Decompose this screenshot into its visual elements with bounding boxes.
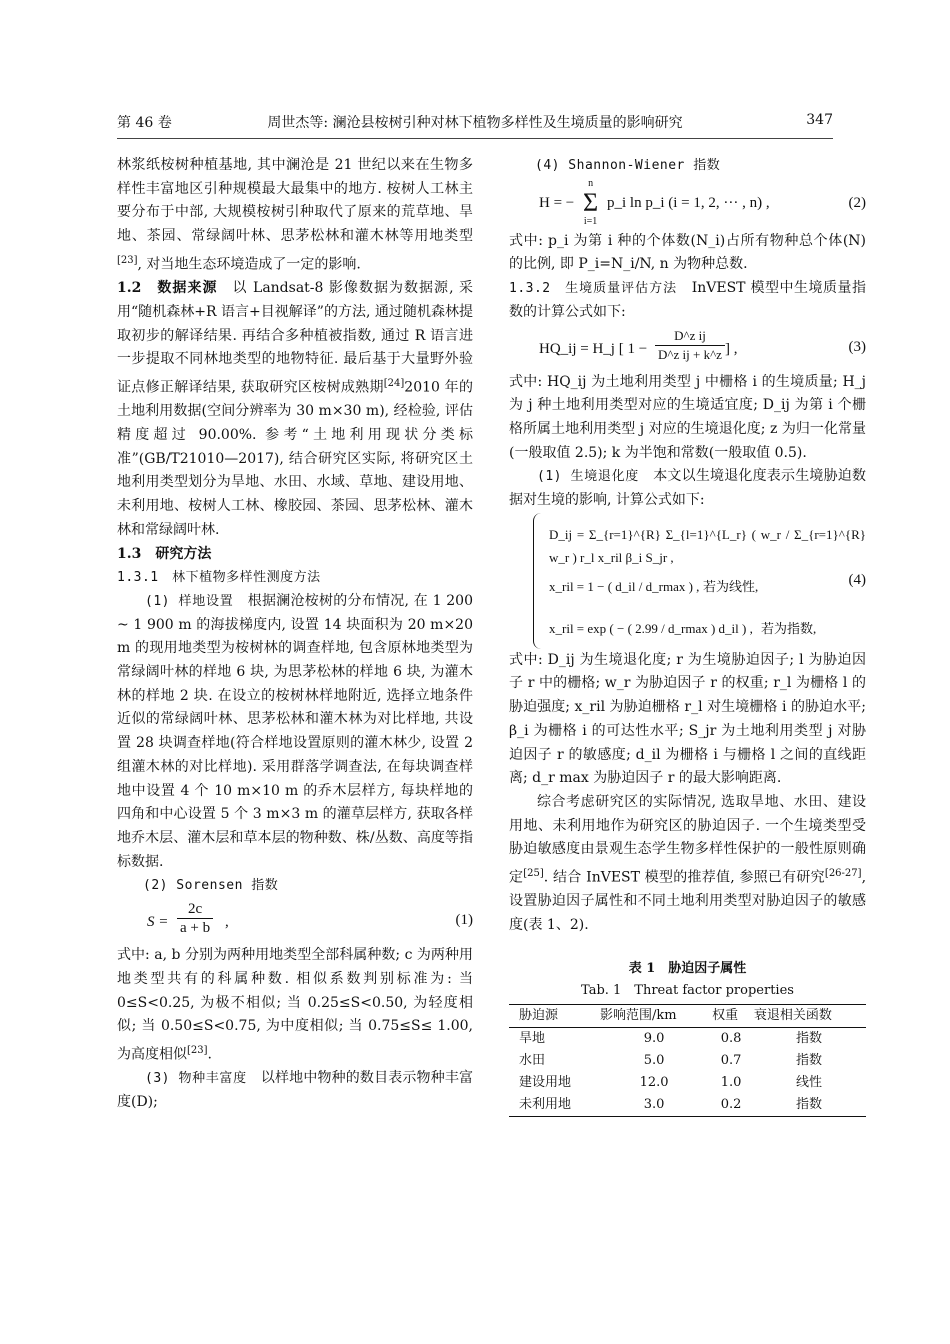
table-cell: 5.0 [643, 1052, 665, 1068]
table-cell: 旱地 [519, 1030, 546, 1046]
section-1-3-1-title: 1.3.1 林下植物多样性测度方法 [117, 570, 321, 586]
table-row [509, 1072, 866, 1094]
paragraph-richness: (3) 物种丰富度 以样地中物种的数目表示物种丰富度(D); [117, 1070, 473, 1110]
column-header: 影响范围/km [598, 1004, 710, 1027]
paragraph-degradation: (1) 生境退化度 本文以生境退化度表示生境胁迫数据对生境的影响, 计算公式如下: [509, 468, 867, 509]
section-1-2: 1.2 数据来源 以 Landsat-8 影像数据为数据源, 采用“随机森林+R 语言+目视解译”的方法, 通过随机森林提取初步的解译结果. 再结合多种植被指数, 通过 R 语言进一步提取不同林地类型的地物特征. 最后基于大量野外验证点修正解译结果, 获取研究区桉树成熟期[24]2010 年的土地利用数据(空间分辨率为 30 m×30 m), 经检验, 评估精度超过 90.00%. 参考“土地利用现状分类标准”(GB/T21010—2017), 结合研究区实际, 将研究区土地利用类型划分为旱地、水田、水域、草地、建设用地、未利用地、桉树人工林、橡胶园、茶园、思茅松林、灌木林和常绿阔叶林. [117, 280, 474, 538]
running-title: 周世杰等: 澜沧县桉树引种对林下植物多样性及生境质量的影响研究 [267, 115, 683, 131]
equation-number: (4) [848, 571, 866, 588]
table-cell: 指数 [795, 1030, 822, 1046]
column-header: 胁迫源 [509, 1004, 598, 1027]
column-header: 衰退相关函数 [752, 1004, 866, 1027]
table-cell: 水田 [519, 1052, 546, 1068]
left-column [117, 154, 473, 1115]
paragraph-eq4: 式中: D_ij 为生境退化度; r 为生境胁迫因子; l 为胁迫因子 r 中的栅格; w_r 为胁迫因子 r 的权重; r_l 为栅格 l 的胁迫强度; x_ril 为胁迫栅格 r_l 对生境栅格 i 的胁迫水平; β_i 为栅格 i 的可达性水平; S_jr 为土地利用类型 j 对胁迫因子 r 的敏感度; d_il 为栅格 i 与栅格 l 之间的直线距离; d_r max 为胁迫因子 r 的最大影响距离. [509, 651, 866, 787]
table-cell: 3.0 [643, 1096, 665, 1112]
table-cell: 0.8 [720, 1030, 742, 1046]
table-cell: 指数 [795, 1096, 822, 1112]
equation-number: (2) [848, 194, 866, 211]
volume-label: 第 46 卷 [117, 115, 172, 131]
section-1-3-2: 1.3.2 生境质量评估方法 InVEST 模型中生境质量指数的计算公式如下: [509, 280, 866, 320]
paragraph: 林浆纸桉树种植基地, 其中澜沧是 21 世纪以来在生物多样性丰富地区引种规模最大最集中的地方. 桉树人工林主要分布于中部, 大规模桉树引种取代了原来的荒草地、旱地、茶园、常绿阔叶林、思茅松林和灌木林等用地类型[23], 对当地生态环境造成了一定的影响. [117, 157, 473, 273]
section-1-3-title: 1.3 研究方法 [117, 545, 212, 562]
equation-4: D_ij = Σ_{r=1}^{R} Σ_{l=1}^{L_r} ( w_r / Σ_{r=1}^{R} w_r ) r_l x_ril β_i S_jr , x_ril = 1 − ( d_il / d_rmax ) , 若为线性, x_ril = exp ( − ( 2.99 / d_rmax ) d_il ) , 若为指数, (4) [509, 513, 866, 649]
sorensen-title: (2) Sorensen 指数 [143, 878, 279, 894]
table-cell: 未利用地 [519, 1096, 572, 1112]
paragraph-eq2: 式中: p_i 为第 i 种的个体数(N_i)占所有物种总个体(N)的比例, 即 P_i=N_i/N, n 为物种总数. [509, 232, 866, 273]
table-cell: 建设用地 [519, 1074, 572, 1090]
table-cell: 0.7 [720, 1052, 742, 1068]
equation-1: S = $\frac{2c}{a + b}$ , (1) [147, 901, 473, 937]
right-column [509, 154, 866, 1117]
paragraph-eq1: 式中: a, b 分别为两种用地类型全部科属种数; c 为两种用地类型共有的科属种数. 相似系数判别标准为: 当 0≤S<0.25, 为极不相似; 当 0.25≤S<0.50, 为轻度相似; 当 0.50≤S<0.75, 为中度相似; 当 0.75≤S≤ 1.00, 为高度相似[23]. [117, 947, 473, 1063]
threat-factor-table [509, 1004, 866, 1117]
table-caption-en: Tab. 1 Threat factor properties [581, 982, 794, 998]
table-row [509, 1050, 866, 1072]
page-number: 347 [806, 112, 833, 128]
column-header: 权重 [710, 1004, 752, 1027]
table-row [509, 1094, 866, 1117]
section-title: 1.2 数据来源 [117, 280, 218, 297]
table-cell: 9.0 [643, 1030, 665, 1046]
table-cell: 0.2 [720, 1096, 742, 1112]
equation-3: HQ_ij = H_j [ 1 − $\frac{\text{D\textasciicircum{}z ij}}{\text{D\textasciicircum{}z ij + k\textasciicircum{}z}}$ ] , (3) [539, 327, 866, 362]
equation-number: (1) [455, 912, 473, 929]
paragraph-plot: (1) 样地设置 根据澜沧桉树的分布情况, 在 1 200 ~ 1 900 m 的海拔梯度内, 设置 14 块面积为 20 m×20 m 的现用地类型为桉树林的调查样地, 包含原林地类型为常绿阔叶林的样地 6 块, 为思茅松林的样地 6 块, 为灌木林的样地 2 块. 在设立的桉树林样地附近, 选择立地条件近似的常绿阔叶林、思茅松林和灌木林为对比样地, 共设置 28 块调查样地(符合样地设置原则的灌木林少, 设置 2 组灌木林的对比样地). 采用群落学调查法, 在每块调查样地中设置 4 个 10 m×10 m 的乔木层样方, 每块样地的四角和中心设置 5 个 3 m×3 m 的灌草层样方, 获取各样地乔木层、灌木层和草本层的物种数、株/丛数、高度等指标数据. [117, 592, 473, 870]
paragraph-last: 综合考虑研究区的实际情况, 选取旱地、水田、建设用地、未利用地作为研究区的胁迫因子. 一个生境类型受胁迫敏感度由景观生态学生物多样性保护的一般性原则确定[25]. 结合 InVEST 模型的推荐值, 参照已有研究[26-27], 设置胁迫因子属性和不同土地利用类型对胁迫因子的敏感度(表 1、2). [509, 793, 867, 934]
table-header-row [509, 1004, 866, 1027]
shannon-title: (4) Shannon-Wiener 指数 [535, 158, 721, 173]
page-header [117, 112, 833, 139]
table-cell: 1.0 [720, 1074, 742, 1090]
table-cell: 12.0 [639, 1074, 669, 1090]
equation-number: (3) [848, 338, 866, 355]
equation-2: H = − n Σ i=1 p_i ln p_i (i = 1, 2, ··· , n) , (2) [539, 177, 866, 227]
table-caption-cn: 表 1 胁迫因子属性 [628, 960, 747, 976]
table-row [509, 1027, 866, 1050]
paragraph-eq3: 式中: HQ_ij 为土地利用类型 j 中栅格 i 的生境质量; H_j 为 j 种土地利用类型对应的生境适宜度; D_ij 为第 i 个栅格所属土地利用类型 j 对应的生境退化度; z 为归一化常量(一般取值 2.5); k 为半饱和常数(一般取值 0.5). [509, 373, 866, 461]
table-cell: 线性 [795, 1074, 822, 1090]
table-cell: 指数 [795, 1052, 822, 1068]
